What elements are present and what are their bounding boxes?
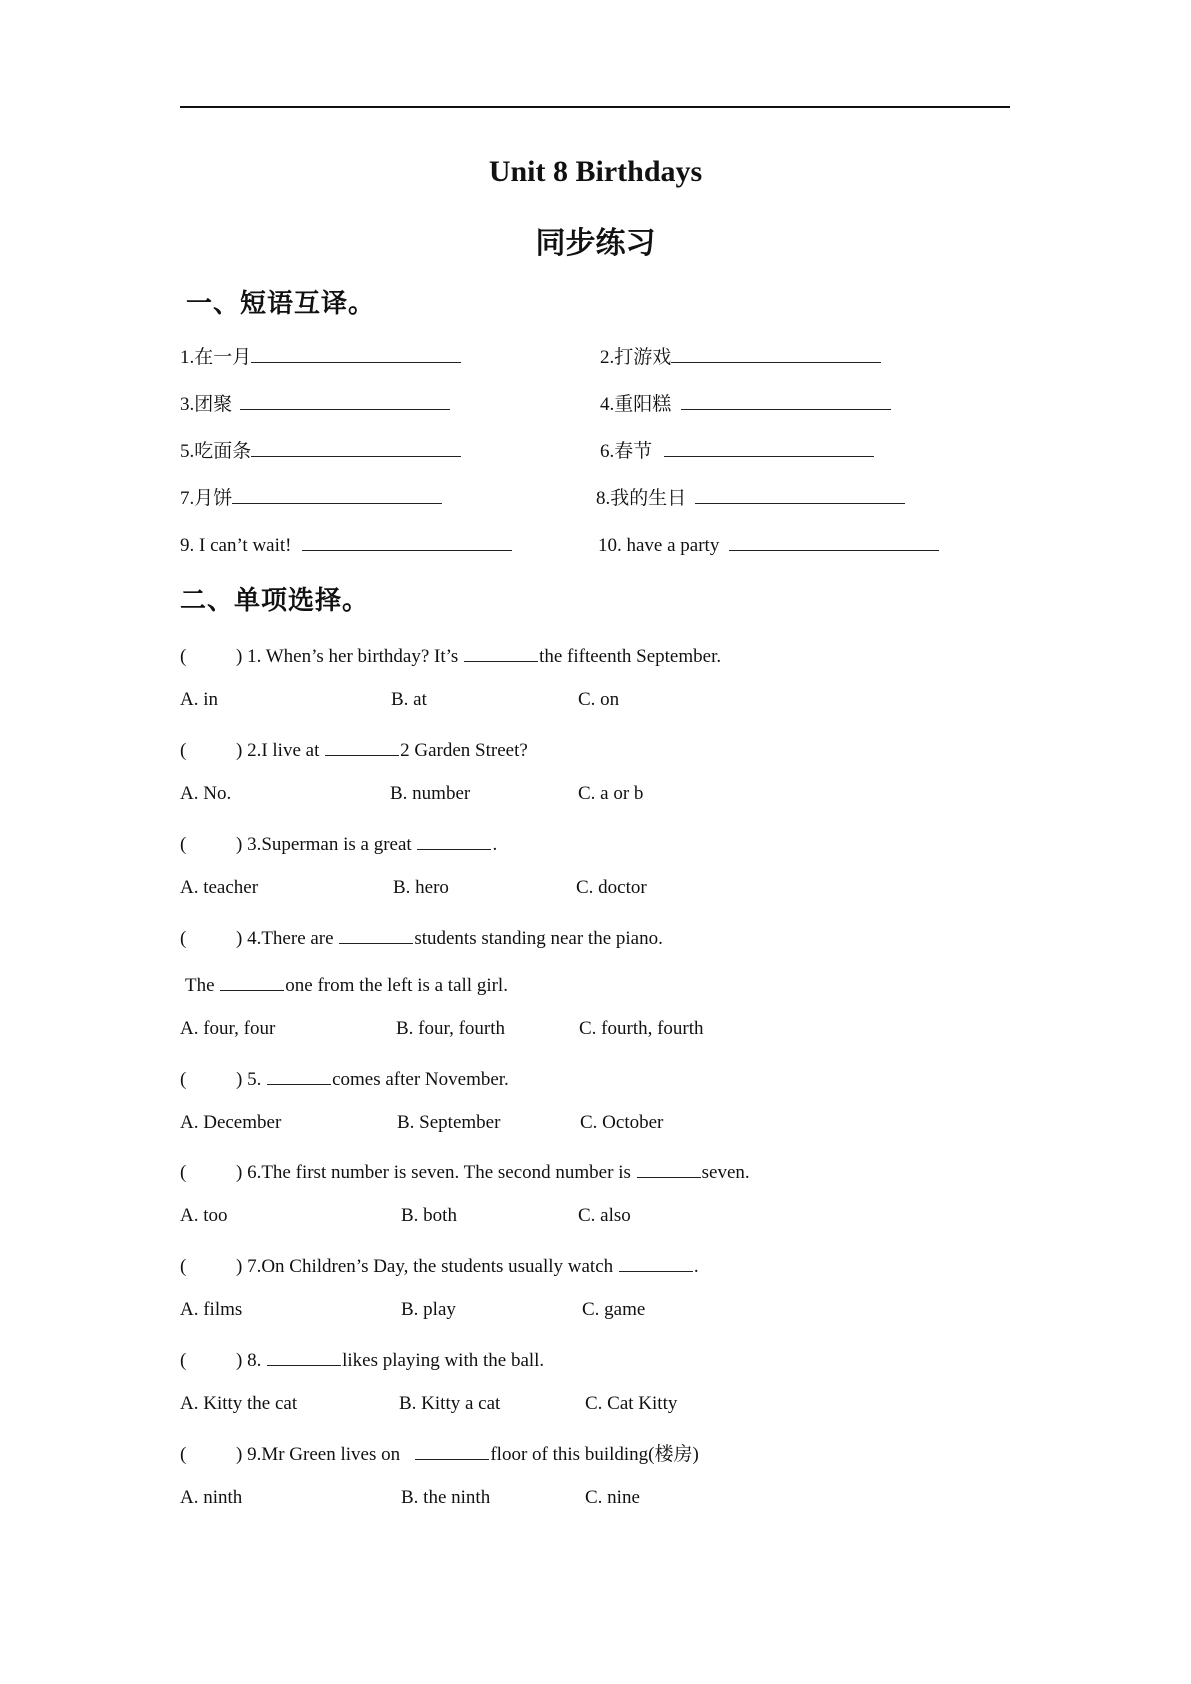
phrase-label: 7.月饼: [180, 488, 233, 509]
phrase-item: [600, 389, 891, 417]
question-text: 6.The first number is seven. The second number is: [247, 1162, 636, 1183]
question-text-after: comes after November.: [332, 1069, 509, 1090]
answer-paren-close: ): [236, 1256, 243, 1277]
question-4: [180, 923, 663, 951]
answer-blank[interactable]: [240, 389, 450, 410]
answer-paren-close: ): [236, 1444, 243, 1465]
phrase-label: 1.在一月: [180, 347, 252, 368]
question-2: [180, 735, 528, 763]
question-text: 5.: [247, 1069, 267, 1090]
option-b[interactable]: B. the ninth: [401, 1487, 491, 1508]
question-blank: [637, 1157, 701, 1178]
question-blank: [267, 1064, 331, 1085]
question-7: [180, 1251, 699, 1279]
question-text: 9.Mr Green lives on: [247, 1444, 415, 1465]
phrase-item: [180, 483, 442, 511]
phrase-label: 5.吃面条: [180, 441, 252, 462]
answer-paren-open[interactable]: (: [180, 740, 187, 761]
option-b[interactable]: B. September: [397, 1112, 501, 1133]
question-5: [180, 1064, 509, 1092]
answer-paren-open[interactable]: (: [180, 928, 187, 949]
phrase-item: [180, 530, 512, 558]
phrase-label: 2.打游戏: [600, 347, 672, 368]
phrase-item: [596, 483, 905, 511]
option-c[interactable]: C. fourth, fourth: [579, 1018, 704, 1039]
answer-blank[interactable]: [232, 483, 442, 504]
phrase-label: 10. have a party: [598, 535, 720, 556]
question-text-after: .: [693, 1256, 699, 1277]
answer-blank[interactable]: [251, 436, 461, 457]
question-blank: [415, 1439, 489, 1460]
question-blank: [220, 970, 284, 991]
question-blank: [417, 829, 491, 850]
answer-paren-close: ): [236, 740, 243, 761]
question-text: The: [185, 975, 220, 996]
question-blank: [339, 923, 413, 944]
question-text-after: floor of this building(楼房): [490, 1444, 699, 1465]
question-9: [180, 1439, 699, 1467]
question-text: 4.There are: [247, 928, 339, 949]
answer-paren-open[interactable]: (: [180, 1350, 187, 1371]
question-4-line-2: [185, 970, 508, 998]
answer-paren-open[interactable]: (: [180, 1162, 187, 1183]
answer-paren-open[interactable]: (: [180, 1256, 187, 1277]
phrase-label: 3.团聚: [180, 394, 233, 415]
option-a[interactable]: A. ninth: [180, 1487, 243, 1508]
option-a[interactable]: A. four, four: [180, 1018, 276, 1039]
answer-blank[interactable]: [729, 530, 939, 551]
answer-paren-close: ): [236, 1350, 243, 1371]
answer-paren-open[interactable]: (: [180, 834, 187, 855]
option-c[interactable]: C. also: [578, 1205, 631, 1226]
answer-blank[interactable]: [664, 436, 874, 457]
option-b[interactable]: B. play: [401, 1299, 456, 1320]
question-text: 7.On Children’s Day, the students usually watch: [247, 1256, 618, 1277]
answer-paren-close: ): [236, 928, 243, 949]
option-b[interactable]: B. at: [391, 689, 427, 710]
option-c[interactable]: C. a or b: [578, 783, 644, 804]
option-c[interactable]: C. October: [580, 1112, 664, 1133]
phrase-item: [600, 436, 874, 464]
option-c[interactable]: C. game: [582, 1299, 646, 1320]
answer-blank[interactable]: [671, 342, 881, 363]
phrase-item: [600, 342, 881, 370]
option-b[interactable]: B. number: [390, 783, 471, 804]
phrase-item: [598, 530, 939, 558]
option-a[interactable]: A. December: [180, 1112, 282, 1133]
option-c[interactable]: C. Cat Kitty: [585, 1393, 678, 1414]
section-heading-multiple-choice: 二、单项选择。: [180, 586, 370, 616]
question-text-after: one from the left is a tall girl.: [285, 975, 508, 996]
question-1: [180, 641, 721, 669]
question-text: 8.: [247, 1350, 267, 1371]
phrase-label: 8.我的生日: [596, 488, 687, 509]
option-a[interactable]: A. Kitty the cat: [180, 1393, 298, 1414]
page-title: Unit 8 Birthdays: [488, 155, 703, 188]
question-text-after: 2 Garden Street?: [400, 740, 528, 761]
answer-paren-open[interactable]: (: [180, 1069, 187, 1090]
option-c[interactable]: C. on: [578, 689, 620, 710]
option-b[interactable]: B. both: [401, 1205, 457, 1226]
option-a[interactable]: A. too: [180, 1205, 228, 1226]
question-blank: [325, 735, 399, 756]
section-heading-phrase-translation: 一、短语互译。: [186, 289, 376, 319]
answer-blank[interactable]: [302, 530, 512, 551]
option-a[interactable]: A. No.: [180, 783, 232, 804]
answer-blank[interactable]: [251, 342, 461, 363]
question-text-after: the fifteenth September.: [539, 646, 722, 667]
option-a[interactable]: A. in: [180, 689, 218, 710]
question-text-after: likes playing with the ball.: [342, 1350, 545, 1371]
question-text-after: .: [492, 834, 498, 855]
question-6: [180, 1157, 750, 1185]
phrase-item: [180, 436, 461, 464]
header-rule: [180, 106, 1010, 108]
question-8: [180, 1345, 544, 1373]
phrase-item: [180, 389, 450, 417]
option-a[interactable]: A. films: [180, 1299, 243, 1320]
question-text: 3.Superman is a great: [247, 834, 417, 855]
answer-paren-close: ): [236, 646, 243, 667]
option-c[interactable]: C. nine: [585, 1487, 640, 1508]
phrase-label: 6.春节: [600, 441, 653, 462]
question-blank: [619, 1251, 693, 1272]
answer-paren-open[interactable]: (: [180, 646, 187, 667]
option-b[interactable]: B. hero: [393, 877, 449, 898]
answer-blank[interactable]: [681, 389, 891, 410]
question-3: [180, 829, 497, 857]
answer-paren-close: ): [236, 1069, 243, 1090]
option-b[interactable]: B. four, fourth: [396, 1018, 505, 1039]
question-blank: [267, 1345, 341, 1366]
phrase-item: [180, 342, 461, 370]
answer-blank[interactable]: [695, 483, 905, 504]
answer-paren-open[interactable]: (: [180, 1444, 187, 1465]
page-subtitle: 同步练习: [535, 226, 656, 261]
option-b[interactable]: B. Kitty a cat: [399, 1393, 501, 1414]
question-text: 1. When’s her birthday? It’s: [247, 646, 464, 667]
option-a[interactable]: A. teacher: [180, 877, 259, 898]
question-text-after: seven.: [701, 1162, 750, 1183]
phrase-label: 4.重阳糕: [600, 394, 672, 415]
question-text-after: students standing near the piano.: [414, 928, 663, 949]
question-text: 2.I live at: [247, 740, 325, 761]
answer-paren-close: ): [236, 1162, 243, 1183]
answer-paren-close: ): [236, 834, 243, 855]
option-c[interactable]: C. doctor: [576, 877, 647, 898]
question-blank: [464, 641, 538, 662]
phrase-label: 9. I can’t wait!: [180, 535, 292, 556]
